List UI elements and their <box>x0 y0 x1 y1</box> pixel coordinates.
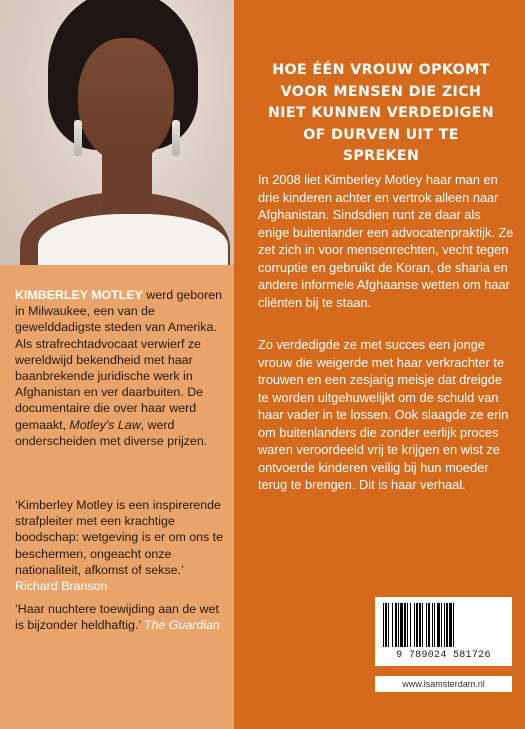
quote-author: Richard Branson <box>15 579 108 594</box>
author-photo <box>0 0 234 265</box>
documentary-title: Motley's Law <box>69 417 141 432</box>
cover-headline: HOE ÉÉN VROUW OPKOMT VOOR MENSEN DIE ZICH NIET KUNNEN VERDEDIGEN OF DURVEN UIT TE SPREKEN <box>267 62 495 164</box>
description-paragraph-2: Zo verdedigde ze met succes een jonge vrouw die weigerde met haar verkrachter te trouwen en een zesjarig meisje dat dreigde te worden uitgehuwelijkt om de schuld van haar vader in te lossen. Ook slaagde ze erin om buitenlanders die zonder eerlijk proces waren veroordeeld vrij te krijgen en wist ze ontvoerde kinderen veilig bij hun moeder terug te brengen. Dit is haar verhaal. <box>258 337 509 492</box>
bio-text-1: werd geboren in Milwaukee, een van de gewelddadigste steden van Amerika. Als strafrechtadvocaat verwierf ze wereldwijd bekendheid met haar baanbrekende juridische werk in Afghanistan en ver daarbuiten. De documentaire die over haar werd gemaakt, <box>15 288 223 432</box>
quote-guardian <box>15 601 227 633</box>
barcode <box>375 597 512 666</box>
description-paragraph-1: In 2008 liet Kimberley Motley haar man en drie kinderen achter en vertrok alleen naar Afghanistan. Sindsdien runt ze daar als enige buitenlander een advocatenpraktijk. Ze zet zich in voor mensenrechten, vecht tegen corruptie en gebruikt de Koran, de sharia en andere informele Afghaanse wetten om haar cliënten bij te staan. <box>258 172 514 310</box>
quote-text: ‘Kimberley Motley is een inspirerende strafpleiter met een krachtige boodschap: wetgeving is er om ons te beschermen, ongeacht onze nationaliteit, afkomst of sekse.’ <box>15 498 224 577</box>
author-bio <box>15 287 225 449</box>
barcode-bars <box>383 603 504 647</box>
quote-author: The Guardian <box>144 618 220 633</box>
publisher-website-box <box>375 676 512 692</box>
quote-text: ‘Haar nuchtere toewijding aan de wet is bijzonder heldhaftig.’ <box>15 602 219 633</box>
quote-branson <box>15 497 227 594</box>
left-column <box>0 0 234 729</box>
isbn-number: 9 789024 581726 <box>396 650 491 661</box>
bio-text-2: , werd onderscheiden met diverse prijzen. <box>15 417 208 448</box>
author-name: KIMBERLEY MOTLEY <box>15 288 143 302</box>
publisher-website: www.lsamsterdam.nl <box>402 679 485 689</box>
